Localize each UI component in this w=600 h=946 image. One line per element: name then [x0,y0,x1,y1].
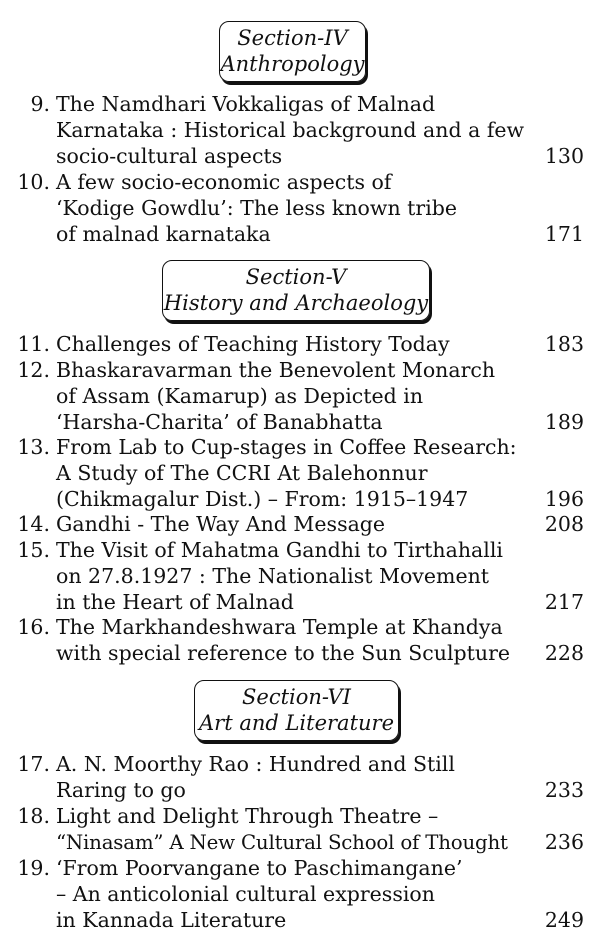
section-heading-box [194,680,399,741]
entry-page-number: 249 [544,907,584,932]
entry-title-line: Challenges of Teaching History Today [56,332,450,356]
entry-page-number: 208 [544,512,584,536]
entry-title-line: ‘From Poorvangane to Paschimangane’ [56,856,463,880]
entry-title-line: of malnad karnataka [56,221,271,246]
entry-title [56,752,536,804]
toc-entry[interactable] [14,615,584,667]
entry-title-line: A. N. Moorthy Rao : Hundred and Still [56,752,455,776]
entry-title-line: The Markhandeshwara Temple at Khandya [56,615,503,639]
toc-entry[interactable] [14,512,584,538]
entry-title-line: A Study of The CCRI At Balehonnur [56,460,428,485]
entry-title-line: (Chikmagalur Dist.) – From: 1915–1947 [56,486,469,511]
entry-number: 10. [17,170,50,194]
entry-title-line: “Ninasam” A New Cultural School of Thought [56,830,508,854]
entry-title-line: in Kannada Literature [56,907,287,932]
entry-title [56,332,536,358]
section-subtitle: Art and Literature [199,711,394,735]
entry-title-line: on 27.8.1927 : The Nationalist Movement [56,563,490,588]
entry-number: 15. [17,538,50,562]
section-heading-box [162,260,430,321]
section-title: Section-V [245,265,347,289]
entry-page-number: 183 [544,332,584,356]
entry-number: 9. [30,92,50,116]
entry-page-number: 130 [544,143,584,168]
entry-title [56,435,536,512]
entry-title [56,804,536,856]
entry-number: 14. [17,512,50,536]
entry-title-line: Gandhi - The Way And Message [56,512,386,536]
entry-title-line: Karnataka : Historical background and a few [56,117,525,142]
section-subtitle: History and Archaeology [163,291,429,315]
entry-page-number: 217 [544,589,584,614]
entry-title-line: – An anticolonial cultural expression [56,881,435,906]
entry-title [56,615,536,667]
entry-title [56,92,536,169]
toc-entry[interactable] [14,92,584,170]
entry-title [56,358,536,435]
toc-entry[interactable] [14,804,584,856]
entry-title-line: The Visit of Mahatma Gandhi to Tirthahalli [56,538,503,562]
entry-title-line: ‘Harsha-Charita’ of Banabhatta [56,409,383,434]
entry-title-line: ‘Kodige Gowdlu’: The less known tribe [56,195,458,220]
entry-number: 18. [17,804,50,828]
section-title: Section-VI [242,685,351,709]
entry-title [56,856,536,933]
entry-title-line: Raring to go [56,777,186,802]
toc-entry[interactable] [14,435,584,513]
entry-title-line: The Namdhari Vokkaligas of Malnad [56,92,436,116]
entry-title-line: with special reference to the Sun Sculpture [56,640,511,665]
entry-title [56,512,536,538]
entry-title-line: in the Heart of Malnad [56,589,294,614]
entry-title-line: A few socio-economic aspects of [56,170,392,194]
section-title: Section-IV [237,26,348,50]
entry-title-line: of Assam (Kamarup) as Depicted in [56,383,424,408]
section-heading-box [219,21,366,82]
toc-entry[interactable] [14,856,584,934]
toc-entry[interactable] [14,358,584,436]
toc-entry[interactable] [14,332,584,358]
entry-title-line: From Lab to Cup-stages in Coffee Research: [56,435,517,459]
entry-page-number: 228 [544,640,584,665]
entry-title [56,538,536,615]
toc-entry[interactable] [14,170,584,248]
entry-number: 16. [17,615,50,639]
entry-number: 17. [17,752,50,776]
entry-title-line: Bhaskaravarman the Benevolent Monarch [56,358,496,382]
entry-title-line: socio-cultural aspects [56,143,283,168]
entry-page-number: 196 [544,486,584,511]
entry-title [56,170,536,247]
entry-page-number: 233 [544,777,584,802]
entry-page-number: 171 [544,221,584,246]
entry-page-number: 236 [544,829,584,854]
entry-title-line: Light and Delight Through Theatre – [56,804,439,828]
toc-entry[interactable] [14,752,584,804]
toc-entry[interactable] [14,538,584,616]
entry-number: 19. [17,856,50,880]
entry-number: 11. [17,332,50,356]
entry-page-number: 189 [544,409,584,434]
entry-number: 13. [17,435,50,459]
entry-number: 12. [17,358,50,382]
section-subtitle: Anthropology [220,52,365,76]
